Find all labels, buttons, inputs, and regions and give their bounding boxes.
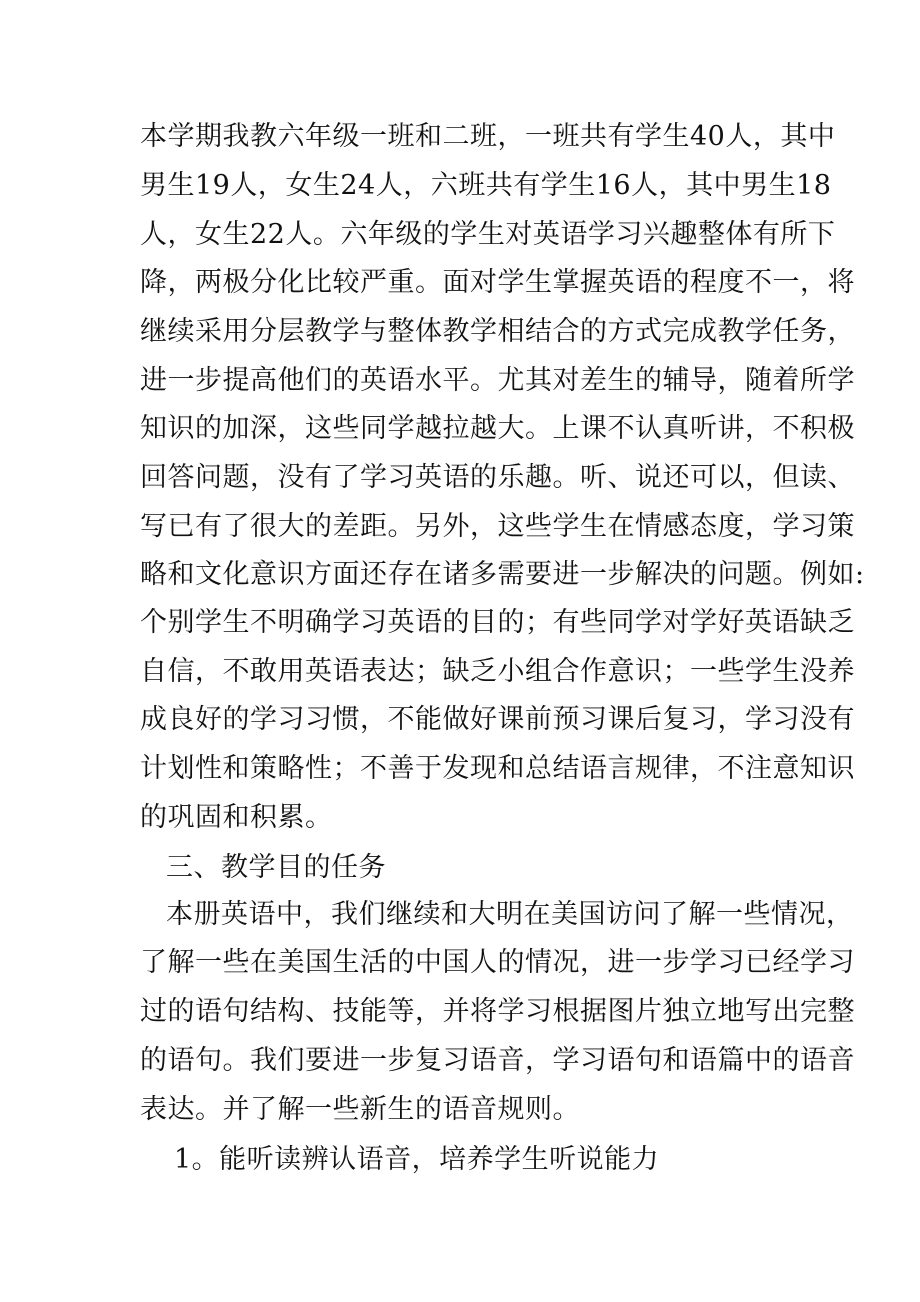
text-line: 过的语句结构、技能等，并将学习根据图片独立地写出完整	[140, 996, 855, 1027]
text-line: 自信，不敢用英语表达；缺乏小组合作意识；一些学生没养	[140, 656, 855, 687]
text-line: 知识的加深，这些同学越拉越大。上课不认真听讲，不积极	[140, 413, 855, 444]
text-line: 计划性和策略性；不善于发现和总结语言规律，不注意知识	[140, 753, 855, 784]
text-line: 的巩固和积累。	[140, 802, 333, 833]
text-line: 回答问题，没有了学习英语的乐趣。听、说还可以，但读、	[140, 462, 855, 493]
text-line: 男生19人，女生24人，六班共有学生16人，其中男生18	[140, 170, 832, 201]
text-line: 略和文化意识方面还存在诸多需要进一步解决的问题。例如:	[140, 559, 865, 590]
text-line: 成良好的学习习惯，不能做好课前预习课后复习，学习没有	[140, 704, 855, 735]
list-item: 1。能听读辨认语音，培养学生听说能力	[174, 1144, 660, 1175]
text-line: 降，两极分化比较严重。面对学生掌握英语的程度不一，将	[140, 267, 855, 298]
text-line: 人，女生22人。六年级的学生对英语学习兴趣整体有所下	[140, 219, 836, 250]
section-heading: 三、教学目的任务	[166, 852, 386, 883]
text-line: 本学期我教六年级一班和二班，一班共有学生40人，其中	[140, 121, 836, 152]
text-line: 本册英语中，我们继续和大明在美国访问了解一些情况，	[166, 899, 854, 930]
text-line: 了解一些在美国生活的中国人的情况，进一步学习已经学习	[140, 947, 855, 978]
text-line: 表达。并了解一些新生的语音规则。	[140, 1094, 580, 1125]
text-line: 写已有了很大的差距。另外，这些学生在情感态度，学习策	[140, 511, 855, 542]
text-line: 继续采用分层教学与整体教学相结合的方式完成教学任务，	[140, 316, 855, 347]
text-line: 进一步提高他们的英语水平。尤其对差生的辅导，随着所学	[140, 365, 855, 396]
text-line: 个别学生不明确学习英语的目的；有些同学对学好英语缺乏	[140, 607, 855, 638]
text-line: 的语句。我们要进一步复习语音，学习语句和语篇中的语音	[140, 1045, 855, 1076]
